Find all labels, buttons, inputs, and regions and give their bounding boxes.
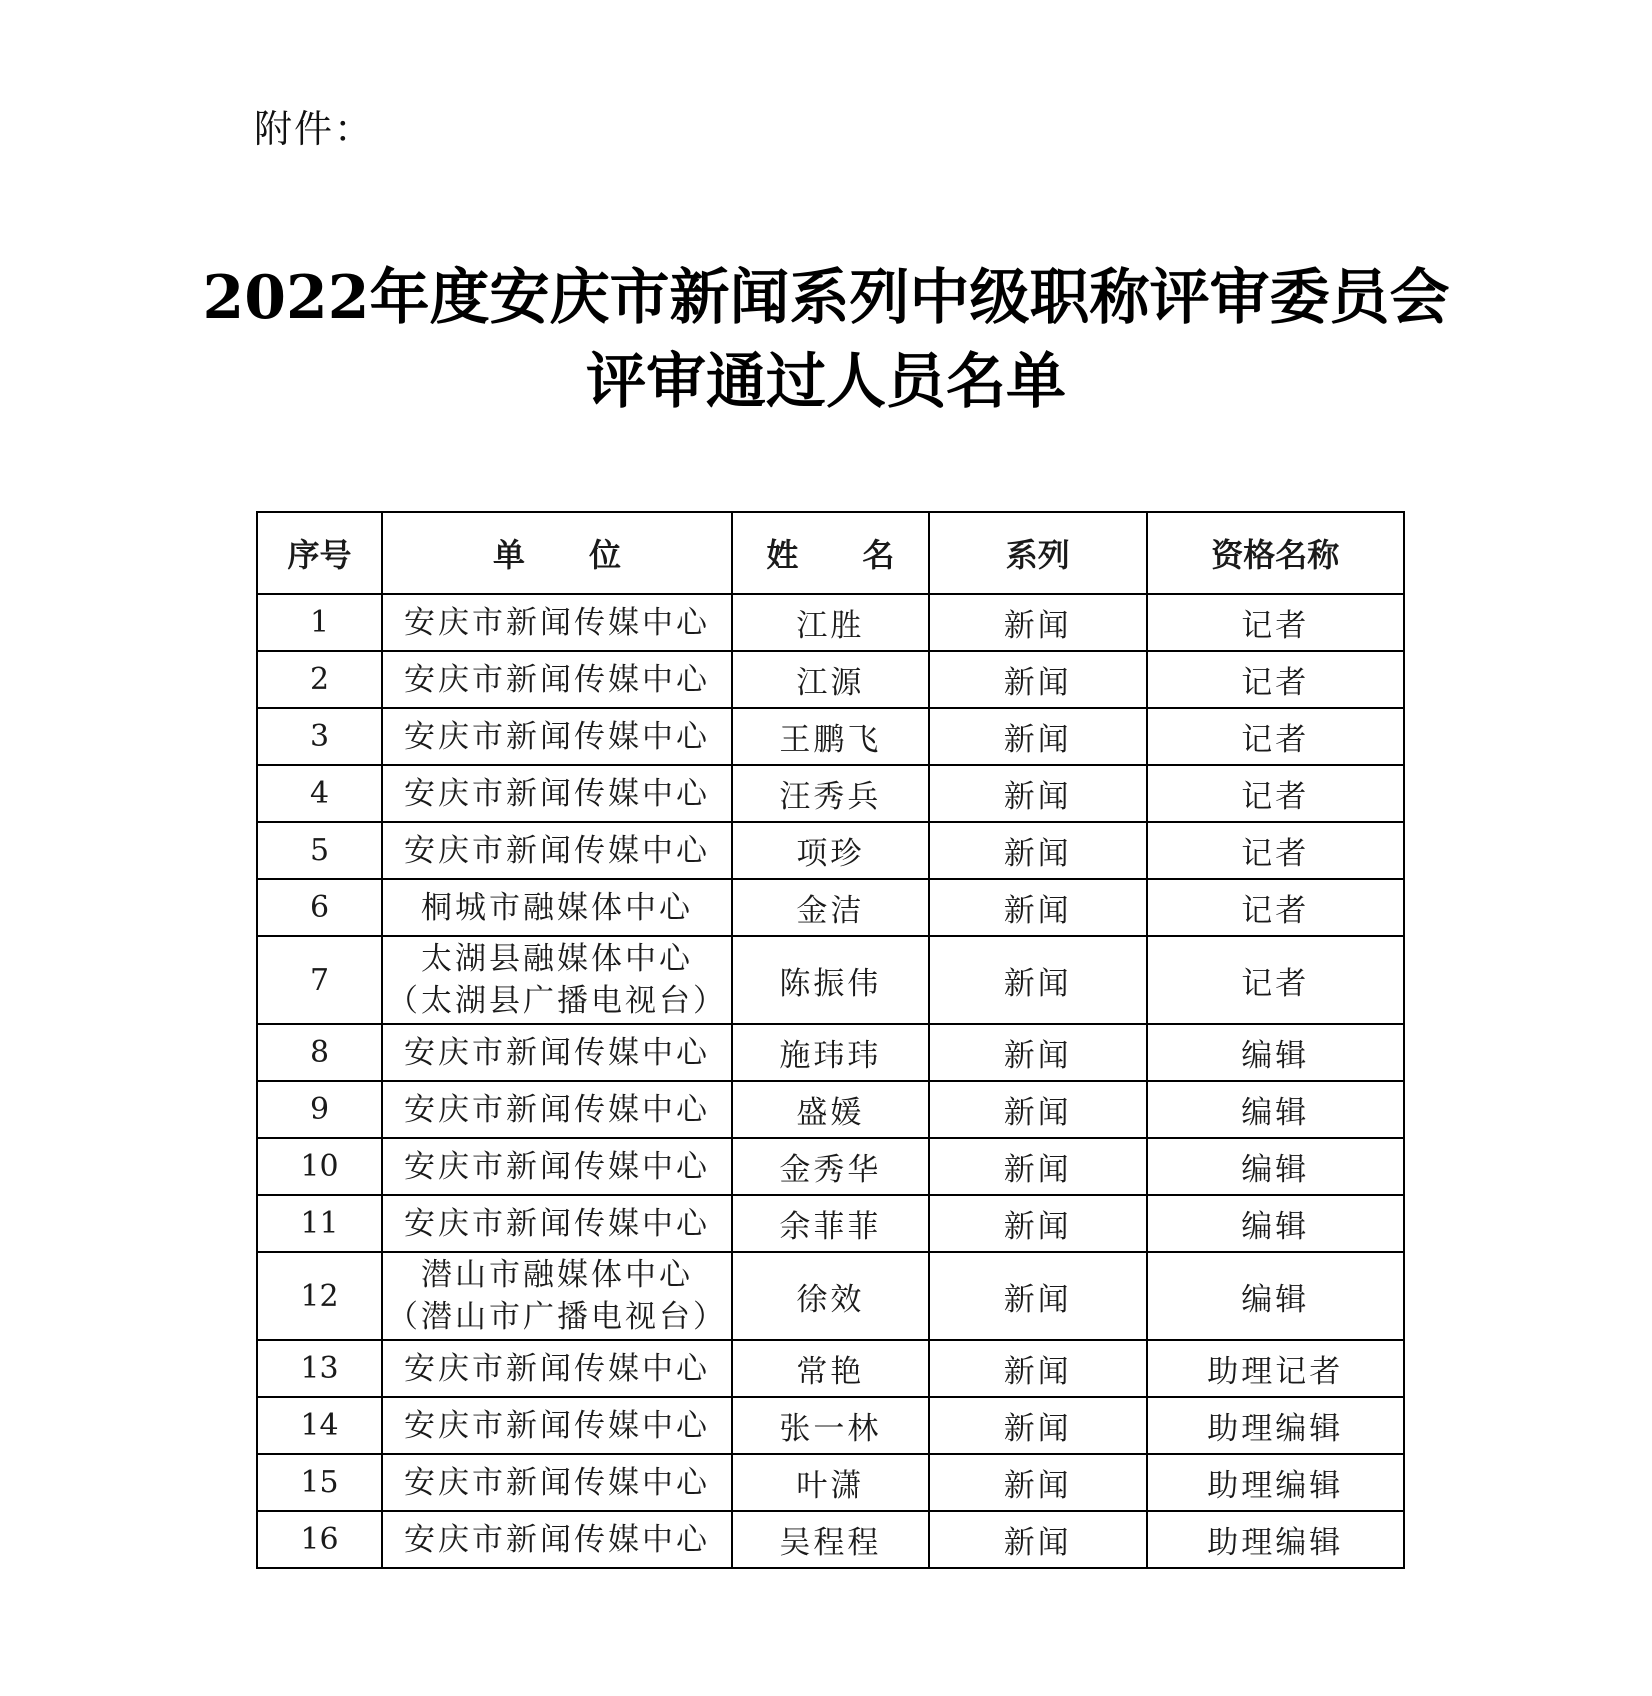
cell-series: 新闻 — [929, 708, 1147, 765]
unit-name: 桐城市融媒体中心 — [420, 889, 693, 926]
cell-name: 吴程程 — [732, 1511, 929, 1568]
unit-name: 安庆市新闻传媒中心 — [403, 1091, 710, 1128]
cell-no: 2 — [257, 651, 382, 708]
cell-qualification: 记者 — [1147, 879, 1404, 936]
header-unit: 单 位 — [382, 512, 732, 594]
cell-series: 新闻 — [929, 822, 1147, 879]
cell-qualification: 助理编辑 — [1147, 1511, 1404, 1568]
unit-name: 安庆市新闻传媒中心 — [403, 832, 710, 869]
cell-series: 新闻 — [929, 879, 1147, 936]
cell-unit — [382, 651, 732, 708]
cell-name: 盛媛 — [732, 1081, 929, 1138]
cell-qualification: 记者 — [1147, 936, 1404, 1024]
table-row — [257, 1081, 1404, 1138]
cell-unit — [382, 708, 732, 765]
cell-no: 1 — [257, 594, 382, 651]
cell-unit — [382, 1024, 732, 1081]
cell-series: 新闻 — [929, 651, 1147, 708]
table-row — [257, 1511, 1404, 1568]
cell-no: 3 — [257, 708, 382, 765]
unit-name: 安庆市新闻传媒中心 — [403, 718, 710, 755]
roster-table — [256, 511, 1405, 1569]
cell-name: 徐效 — [732, 1252, 929, 1340]
attachment-label: 附件： — [254, 107, 375, 151]
cell-series: 新闻 — [929, 1340, 1147, 1397]
cell-name: 金洁 — [732, 879, 929, 936]
cell-unit — [382, 879, 732, 936]
unit-name: 安庆市新闻传媒中心 — [403, 1521, 710, 1558]
cell-no: 13 — [257, 1340, 382, 1397]
document-title: 2022年度安庆市新闻系列中级职称评审委员会 — [202, 263, 1450, 333]
table-row — [257, 822, 1404, 879]
cell-qualification: 记者 — [1147, 822, 1404, 879]
cell-qualification: 记者 — [1147, 765, 1404, 822]
table-row — [257, 708, 1404, 765]
cell-series: 新闻 — [929, 1252, 1147, 1340]
cell-no: 6 — [257, 879, 382, 936]
unit-alias: （潜山市广播电视台） — [386, 1299, 727, 1335]
table-row — [257, 594, 1404, 651]
cell-qualification: 记者 — [1147, 708, 1404, 765]
cell-unit — [382, 1138, 732, 1195]
cell-unit — [382, 1511, 732, 1568]
cell-qualification: 编辑 — [1147, 1252, 1404, 1340]
cell-qualification: 记者 — [1147, 594, 1404, 651]
cell-series: 新闻 — [929, 1454, 1147, 1511]
table-row — [257, 765, 1404, 822]
unit-name: 安庆市新闻传媒中心 — [403, 1407, 710, 1444]
cell-name: 常艳 — [732, 1340, 929, 1397]
cell-series: 新闻 — [929, 1195, 1147, 1252]
header-series: 系列 — [929, 512, 1147, 594]
cell-series: 新闻 — [929, 1397, 1147, 1454]
cell-no: 14 — [257, 1397, 382, 1454]
cell-no: 10 — [257, 1138, 382, 1195]
cell-no: 9 — [257, 1081, 382, 1138]
table-row — [257, 1024, 1404, 1081]
cell-series: 新闻 — [929, 1081, 1147, 1138]
cell-name: 汪秀兵 — [732, 765, 929, 822]
cell-series: 新闻 — [929, 765, 1147, 822]
unit-alias: （太湖县广播电视台） — [386, 983, 727, 1019]
unit-name: 太湖县融媒体中心 — [420, 941, 693, 977]
cell-unit — [382, 1397, 732, 1454]
cell-series: 新闻 — [929, 936, 1147, 1024]
cell-name: 张一林 — [732, 1397, 929, 1454]
cell-name: 江胜 — [732, 594, 929, 651]
unit-name: 安庆市新闻传媒中心 — [403, 1148, 710, 1185]
unit-name: 安庆市新闻传媒中心 — [403, 1034, 710, 1071]
cell-series: 新闻 — [929, 594, 1147, 651]
cell-name: 施玮玮 — [732, 1024, 929, 1081]
cell-name: 陈振伟 — [732, 936, 929, 1024]
cell-qualification: 助理编辑 — [1147, 1397, 1404, 1454]
unit-name: 安庆市新闻传媒中心 — [403, 604, 710, 641]
cell-qualification: 编辑 — [1147, 1081, 1404, 1138]
table-row — [257, 1454, 1404, 1511]
unit-name: 安庆市新闻传媒中心 — [403, 775, 710, 812]
cell-name: 项珍 — [732, 822, 929, 879]
unit-name: 潜山市融媒体中心 — [420, 1257, 693, 1293]
cell-no: 5 — [257, 822, 382, 879]
cell-no: 12 — [257, 1252, 382, 1340]
cell-name: 金秀华 — [732, 1138, 929, 1195]
table-row — [257, 879, 1404, 936]
cell-qualification: 助理记者 — [1147, 1340, 1404, 1397]
table-row — [257, 1138, 1404, 1195]
header-name: 姓 名 — [732, 512, 929, 594]
cell-name: 江源 — [732, 651, 929, 708]
cell-qualification: 助理编辑 — [1147, 1454, 1404, 1511]
cell-unit — [382, 822, 732, 879]
cell-name: 余菲菲 — [732, 1195, 929, 1252]
cell-unit — [382, 936, 732, 1024]
cell-series: 新闻 — [929, 1511, 1147, 1568]
document-subtitle: 评审通过人员名单 — [586, 347, 1066, 417]
cell-no: 8 — [257, 1024, 382, 1081]
cell-series: 新闻 — [929, 1138, 1147, 1195]
cell-name: 叶潇 — [732, 1454, 929, 1511]
cell-no: 15 — [257, 1454, 382, 1511]
unit-name: 安庆市新闻传媒中心 — [403, 1464, 710, 1501]
table-row — [257, 1397, 1404, 1454]
cell-unit — [382, 1081, 732, 1138]
cell-unit — [382, 594, 732, 651]
table-row — [257, 1252, 1404, 1340]
table-row — [257, 936, 1404, 1024]
table-body — [257, 594, 1404, 1568]
table-row — [257, 1195, 1404, 1252]
header-no: 序号 — [257, 512, 382, 594]
cell-series: 新闻 — [929, 1024, 1147, 1081]
cell-unit — [382, 765, 732, 822]
cell-unit — [382, 1340, 732, 1397]
header-qualification: 资格名称 — [1147, 512, 1404, 594]
table-row — [257, 651, 1404, 708]
cell-qualification: 编辑 — [1147, 1195, 1404, 1252]
unit-name: 安庆市新闻传媒中心 — [403, 1350, 710, 1387]
unit-name: 安庆市新闻传媒中心 — [403, 661, 710, 698]
cell-no: 16 — [257, 1511, 382, 1568]
cell-qualification: 记者 — [1147, 651, 1404, 708]
cell-qualification: 编辑 — [1147, 1138, 1404, 1195]
cell-qualification: 编辑 — [1147, 1024, 1404, 1081]
cell-no: 11 — [257, 1195, 382, 1252]
cell-no: 7 — [257, 936, 382, 1024]
cell-unit — [382, 1252, 732, 1340]
cell-unit — [382, 1454, 732, 1511]
cell-name: 王鹏飞 — [732, 708, 929, 765]
cell-unit — [382, 1195, 732, 1252]
table-header-row — [257, 512, 1404, 594]
cell-no: 4 — [257, 765, 382, 822]
unit-name: 安庆市新闻传媒中心 — [403, 1205, 710, 1242]
table-row — [257, 1340, 1404, 1397]
